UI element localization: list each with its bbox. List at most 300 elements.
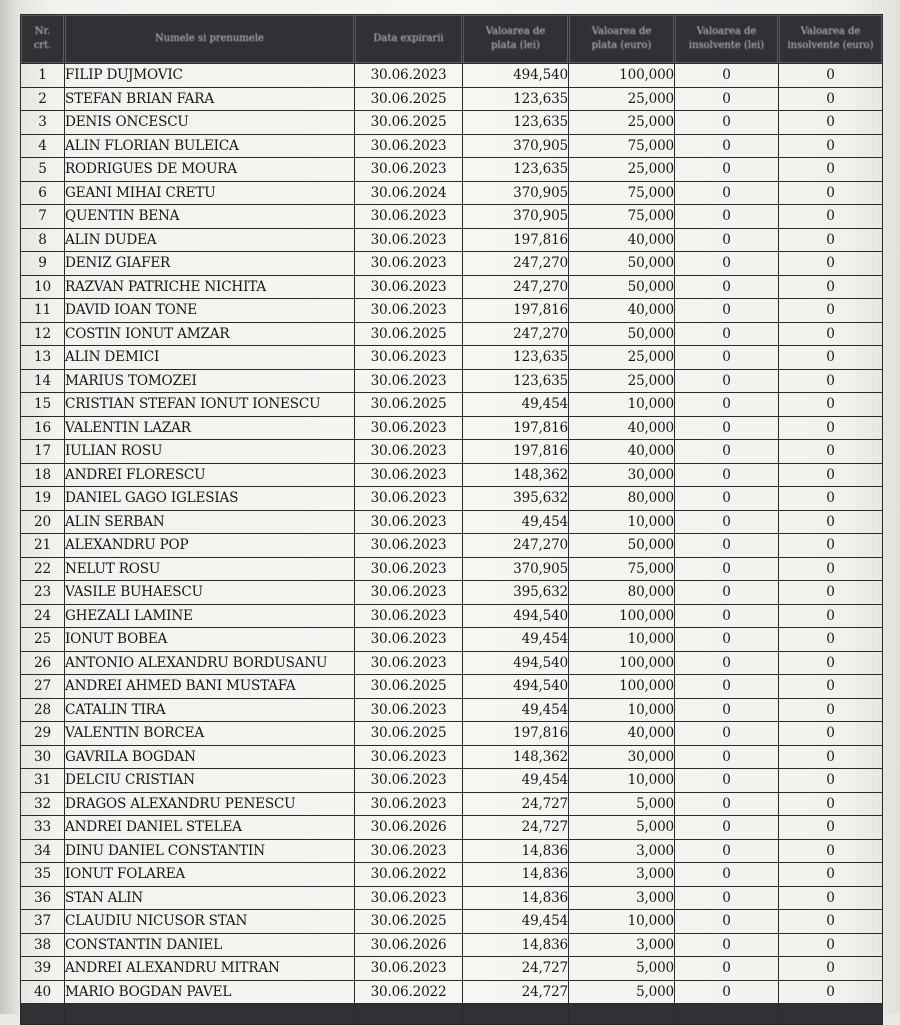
insolvency-euro: 0	[779, 769, 883, 793]
insolvency-lei: 0	[675, 510, 779, 534]
insolvency-lei: 0	[675, 181, 779, 205]
insolvency-euro: 0	[779, 275, 883, 299]
value-lei: 247,270	[463, 252, 569, 276]
expiry-date: 30.06.2025	[355, 910, 463, 934]
value-euro: 75,000	[569, 181, 675, 205]
footer-cell	[779, 1004, 883, 1025]
player-name: NELUT ROSU	[65, 557, 355, 581]
insolvency-lei: 0	[675, 816, 779, 840]
expiry-date: 30.06.2024	[355, 181, 463, 205]
table-row	[21, 651, 883, 675]
table-row	[21, 252, 883, 276]
insolvency-lei: 0	[675, 534, 779, 558]
value-euro: 3,000	[569, 839, 675, 863]
insolvency-euro: 0	[779, 134, 883, 158]
expiry-date: 30.06.2023	[355, 205, 463, 229]
row-number: 21	[21, 534, 65, 558]
value-euro: 10,000	[569, 510, 675, 534]
value-lei: 395,632	[463, 487, 569, 511]
player-name: QUENTIN BENA	[65, 205, 355, 229]
value-euro: 10,000	[569, 910, 675, 934]
insolvency-lei: 0	[675, 463, 779, 487]
row-number: 2	[21, 87, 65, 111]
player-name: IONUT BOBEA	[65, 628, 355, 652]
column-header-line2: insolvente (euro)	[787, 40, 874, 51]
table-row	[21, 957, 883, 981]
player-name: DAVID IOAN TONE	[65, 299, 355, 323]
value-euro: 10,000	[569, 628, 675, 652]
value-euro: 10,000	[569, 698, 675, 722]
player-name: ANDREI FLORESCU	[65, 463, 355, 487]
expiry-date: 30.06.2026	[355, 816, 463, 840]
insolvency-lei: 0	[675, 722, 779, 746]
value-lei: 123,635	[463, 87, 569, 111]
player-name: ALIN SERBAN	[65, 510, 355, 534]
row-number: 37	[21, 910, 65, 934]
player-name: VALENTIN LAZAR	[65, 416, 355, 440]
table-row	[21, 628, 883, 652]
table-row	[21, 581, 883, 605]
expiry-date: 30.06.2023	[355, 510, 463, 534]
player-name: ALIN FLORIAN BULEICA	[65, 134, 355, 158]
expiry-date: 30.06.2023	[355, 957, 463, 981]
player-name: VASILE BUHAESCU	[65, 581, 355, 605]
expiry-date: 30.06.2023	[355, 64, 463, 88]
footer-cell	[65, 1004, 355, 1025]
insolvency-euro: 0	[779, 205, 883, 229]
row-number: 40	[21, 980, 65, 1004]
column-header-line2: insolvente (lei)	[688, 40, 765, 51]
value-lei: 197,816	[463, 228, 569, 252]
player-name: ALIN DEMICI	[65, 346, 355, 370]
player-name: MARIO BOGDAN PAVEL	[65, 980, 355, 1004]
player-name: RODRIGUES DE MOURA	[65, 158, 355, 182]
expiry-date: 30.06.2023	[355, 557, 463, 581]
row-number: 38	[21, 933, 65, 957]
insolvency-lei: 0	[675, 252, 779, 276]
value-lei: 49,454	[463, 698, 569, 722]
insolvency-lei: 0	[675, 487, 779, 511]
expiry-date: 30.06.2023	[355, 134, 463, 158]
insolvency-lei: 0	[675, 698, 779, 722]
table-row	[21, 205, 883, 229]
value-euro: 5,000	[569, 792, 675, 816]
value-euro: 10,000	[569, 393, 675, 417]
player-name: GHEZALI LAMINE	[65, 604, 355, 628]
insolvency-lei: 0	[675, 933, 779, 957]
player-name: DELCIU CRISTIAN	[65, 769, 355, 793]
value-lei: 49,454	[463, 510, 569, 534]
value-lei: 24,727	[463, 957, 569, 981]
player-name: CONSTANTIN DANIEL	[65, 933, 355, 957]
expiry-date: 30.06.2025	[355, 322, 463, 346]
player-name: DENIS ONCESCU	[65, 111, 355, 135]
insolvency-lei: 0	[675, 980, 779, 1004]
value-lei: 24,727	[463, 980, 569, 1004]
insolvency-euro: 0	[779, 158, 883, 182]
insolvency-euro: 0	[779, 557, 883, 581]
column-header-line2: plata (lei)	[491, 40, 540, 51]
insolvency-euro: 0	[779, 87, 883, 111]
table-row	[21, 64, 883, 88]
column-header	[779, 15, 883, 64]
insolvency-lei: 0	[675, 228, 779, 252]
value-euro: 3,000	[569, 886, 675, 910]
table-row	[21, 769, 883, 793]
column-header-line1: Data expirarii	[373, 33, 444, 44]
insolvency-lei: 0	[675, 205, 779, 229]
column-header	[65, 15, 355, 64]
insolvency-euro: 0	[779, 416, 883, 440]
row-number: 15	[21, 393, 65, 417]
insolvency-euro: 0	[779, 487, 883, 511]
value-euro: 100,000	[569, 651, 675, 675]
player-name: DANIEL GAGO IGLESIAS	[65, 487, 355, 511]
row-number: 32	[21, 792, 65, 816]
insolvency-euro: 0	[779, 745, 883, 769]
player-name: DINU DANIEL CONSTANTIN	[65, 839, 355, 863]
expiry-date: 30.06.2023	[355, 792, 463, 816]
value-lei: 247,270	[463, 534, 569, 558]
table-row	[21, 698, 883, 722]
expiry-date: 30.06.2023	[355, 299, 463, 323]
table-row	[21, 675, 883, 699]
player-name: MARIUS TOMOZEI	[65, 369, 355, 393]
insolvency-lei: 0	[675, 769, 779, 793]
value-lei: 197,816	[463, 440, 569, 464]
value-euro: 75,000	[569, 205, 675, 229]
expiry-date: 30.06.2023	[355, 463, 463, 487]
row-number: 23	[21, 581, 65, 605]
value-lei: 494,540	[463, 675, 569, 699]
row-number: 3	[21, 111, 65, 135]
insolvency-euro: 0	[779, 463, 883, 487]
insolvency-euro: 0	[779, 64, 883, 88]
table-row	[21, 510, 883, 534]
value-euro: 100,000	[569, 64, 675, 88]
insolvency-lei: 0	[675, 651, 779, 675]
expiry-date: 30.06.2022	[355, 980, 463, 1004]
value-lei: 494,540	[463, 651, 569, 675]
insolvency-euro: 0	[779, 510, 883, 534]
expiry-date: 30.06.2023	[355, 534, 463, 558]
value-lei: 123,635	[463, 346, 569, 370]
insolvency-lei: 0	[675, 628, 779, 652]
expiry-date: 30.06.2023	[355, 416, 463, 440]
row-number: 20	[21, 510, 65, 534]
row-number: 10	[21, 275, 65, 299]
insolvency-euro: 0	[779, 863, 883, 887]
row-number: 16	[21, 416, 65, 440]
value-euro: 40,000	[569, 228, 675, 252]
insolvency-lei: 0	[675, 134, 779, 158]
value-lei: 123,635	[463, 111, 569, 135]
value-lei: 247,270	[463, 275, 569, 299]
value-euro: 40,000	[569, 416, 675, 440]
table-row	[21, 910, 883, 934]
row-number: 31	[21, 769, 65, 793]
expiry-date: 30.06.2023	[355, 769, 463, 793]
value-euro: 3,000	[569, 863, 675, 887]
expiry-date: 30.06.2023	[355, 651, 463, 675]
footer-cell	[21, 1004, 65, 1025]
value-euro: 5,000	[569, 816, 675, 840]
expiry-date: 30.06.2023	[355, 252, 463, 276]
table-row	[21, 299, 883, 323]
table-header	[21, 15, 883, 64]
value-lei: 14,836	[463, 839, 569, 863]
row-number: 14	[21, 369, 65, 393]
table-row	[21, 839, 883, 863]
row-number: 29	[21, 722, 65, 746]
insolvency-euro: 0	[779, 980, 883, 1004]
insolvency-lei: 0	[675, 604, 779, 628]
row-number: 35	[21, 863, 65, 887]
row-number: 5	[21, 158, 65, 182]
insolvency-lei: 0	[675, 87, 779, 111]
expiry-date: 30.06.2023	[355, 228, 463, 252]
value-euro: 25,000	[569, 369, 675, 393]
value-lei: 494,540	[463, 604, 569, 628]
value-lei: 49,454	[463, 910, 569, 934]
table-row	[21, 604, 883, 628]
expiry-date: 30.06.2023	[355, 604, 463, 628]
value-lei: 494,540	[463, 64, 569, 88]
value-lei: 370,905	[463, 205, 569, 229]
row-number: 6	[21, 181, 65, 205]
row-number: 1	[21, 64, 65, 88]
expiry-date: 30.06.2023	[355, 346, 463, 370]
expiry-date: 30.06.2023	[355, 369, 463, 393]
row-number: 27	[21, 675, 65, 699]
insolvency-lei: 0	[675, 863, 779, 887]
insolvency-euro: 0	[779, 839, 883, 863]
insolvency-euro: 0	[779, 604, 883, 628]
insolvency-euro: 0	[779, 886, 883, 910]
insolvency-lei: 0	[675, 839, 779, 863]
value-lei: 148,362	[463, 463, 569, 487]
insolvency-lei: 0	[675, 581, 779, 605]
table-row	[21, 369, 883, 393]
insolvency-lei: 0	[675, 393, 779, 417]
expiry-date: 30.06.2023	[355, 745, 463, 769]
row-number: 33	[21, 816, 65, 840]
column-header-line2: crt.	[33, 40, 52, 51]
player-name: COSTIN IONUT AMZAR	[65, 322, 355, 346]
row-number: 30	[21, 745, 65, 769]
column-header-line1: Numele si prenumele	[155, 33, 264, 44]
value-lei: 49,454	[463, 769, 569, 793]
player-name: ANDREI AHMED BANI MUSTAFA	[65, 675, 355, 699]
player-name: ANDREI ALEXANDRU MITRAN	[65, 957, 355, 981]
value-lei: 14,836	[463, 933, 569, 957]
insolvency-euro: 0	[779, 792, 883, 816]
insolvency-lei: 0	[675, 369, 779, 393]
player-name: STAN ALIN	[65, 886, 355, 910]
table-row	[21, 87, 883, 111]
insolvency-lei: 0	[675, 792, 779, 816]
expiry-date: 30.06.2023	[355, 581, 463, 605]
expiry-date: 30.06.2023	[355, 440, 463, 464]
table-row	[21, 933, 883, 957]
insolvency-euro: 0	[779, 675, 883, 699]
value-lei: 197,816	[463, 416, 569, 440]
insolvency-euro: 0	[779, 393, 883, 417]
player-name: ANDREI DANIEL STELEA	[65, 816, 355, 840]
value-euro: 25,000	[569, 158, 675, 182]
footer-cell	[355, 1004, 463, 1025]
value-euro: 40,000	[569, 722, 675, 746]
insolvency-lei: 0	[675, 64, 779, 88]
table-row	[21, 792, 883, 816]
column-header-line1: Valoarea de	[591, 26, 652, 37]
value-lei: 123,635	[463, 158, 569, 182]
table-row	[21, 745, 883, 769]
player-name: CRISTIAN STEFAN IONUT IONESCU	[65, 393, 355, 417]
value-lei: 370,905	[463, 557, 569, 581]
table-row	[21, 816, 883, 840]
insolvency-lei: 0	[675, 158, 779, 182]
insolvency-euro: 0	[779, 111, 883, 135]
insolvency-lei: 0	[675, 557, 779, 581]
column-header	[21, 15, 65, 64]
insolvency-euro: 0	[779, 816, 883, 840]
player-name: IONUT FOLAREA	[65, 863, 355, 887]
row-number: 28	[21, 698, 65, 722]
value-euro: 80,000	[569, 581, 675, 605]
value-lei: 24,727	[463, 792, 569, 816]
row-number: 18	[21, 463, 65, 487]
player-name: STEFAN BRIAN FARA	[65, 87, 355, 111]
insolvency-euro: 0	[779, 581, 883, 605]
table-row	[21, 346, 883, 370]
player-name: CATALIN TIRA	[65, 698, 355, 722]
row-number: 9	[21, 252, 65, 276]
value-euro: 30,000	[569, 463, 675, 487]
insolvency-lei: 0	[675, 910, 779, 934]
row-number: 12	[21, 322, 65, 346]
insolvency-euro: 0	[779, 228, 883, 252]
row-number: 13	[21, 346, 65, 370]
insolvency-lei: 0	[675, 416, 779, 440]
player-name: VALENTIN BORCEA	[65, 722, 355, 746]
table-row	[21, 134, 883, 158]
value-euro: 10,000	[569, 769, 675, 793]
row-number: 25	[21, 628, 65, 652]
footer-cell	[569, 1004, 675, 1025]
insolvency-euro: 0	[779, 722, 883, 746]
insolvency-euro: 0	[779, 628, 883, 652]
expiry-date: 30.06.2025	[355, 393, 463, 417]
value-euro: 40,000	[569, 440, 675, 464]
player-name: IULIAN ROSU	[65, 440, 355, 464]
page-edge-shadow	[0, 0, 18, 1014]
table-row	[21, 111, 883, 135]
value-euro: 25,000	[569, 346, 675, 370]
row-number: 26	[21, 651, 65, 675]
value-lei: 370,905	[463, 134, 569, 158]
column-header-line1: Nr.	[34, 26, 51, 37]
insolvency-lei: 0	[675, 957, 779, 981]
value-euro: 50,000	[569, 322, 675, 346]
insolvency-lei: 0	[675, 322, 779, 346]
expiry-date: 30.06.2025	[355, 675, 463, 699]
row-number: 11	[21, 299, 65, 323]
value-lei: 24,727	[463, 816, 569, 840]
player-name: DENIZ GIAFER	[65, 252, 355, 276]
insolvency-lei: 0	[675, 275, 779, 299]
value-euro: 75,000	[569, 134, 675, 158]
expiry-date: 30.06.2023	[355, 886, 463, 910]
value-euro: 25,000	[569, 111, 675, 135]
insolvency-euro: 0	[779, 299, 883, 323]
player-name: ANTONIO ALEXANDRU BORDUSANU	[65, 651, 355, 675]
expiry-date: 30.06.2025	[355, 111, 463, 135]
player-name: GAVRILA BOGDAN	[65, 745, 355, 769]
player-name: FILIP DUJMOVIC	[65, 64, 355, 88]
insolvency-lei: 0	[675, 346, 779, 370]
table-row	[21, 228, 883, 252]
player-name: GEANI MIHAI CRETU	[65, 181, 355, 205]
row-number: 24	[21, 604, 65, 628]
insolvency-euro: 0	[779, 440, 883, 464]
value-euro: 25,000	[569, 87, 675, 111]
value-euro: 100,000	[569, 675, 675, 699]
value-lei: 148,362	[463, 745, 569, 769]
expiry-date: 30.06.2023	[355, 698, 463, 722]
insolvency-euro: 0	[779, 181, 883, 205]
table-row	[21, 557, 883, 581]
header-row	[21, 15, 883, 64]
table-row	[21, 393, 883, 417]
footer-row	[21, 1004, 883, 1025]
insolvency-euro: 0	[779, 651, 883, 675]
footer-cell	[675, 1004, 779, 1025]
value-euro: 50,000	[569, 275, 675, 299]
insolvency-euro: 0	[779, 534, 883, 558]
table-footer	[21, 1004, 883, 1025]
player-name: RAZVAN PATRICHE NICHITA	[65, 275, 355, 299]
value-euro: 50,000	[569, 534, 675, 558]
table-row	[21, 463, 883, 487]
expiry-date: 30.06.2023	[355, 487, 463, 511]
value-lei: 49,454	[463, 393, 569, 417]
value-lei: 123,635	[463, 369, 569, 393]
insolvency-lei: 0	[675, 675, 779, 699]
table-row	[21, 886, 883, 910]
insolvency-euro: 0	[779, 322, 883, 346]
expiry-date: 30.06.2025	[355, 722, 463, 746]
value-lei: 395,632	[463, 581, 569, 605]
value-euro: 5,000	[569, 980, 675, 1004]
table-row	[21, 440, 883, 464]
table-row	[21, 487, 883, 511]
row-number: 19	[21, 487, 65, 511]
expiry-date: 30.06.2025	[355, 87, 463, 111]
table-row	[21, 722, 883, 746]
value-euro: 5,000	[569, 957, 675, 981]
insolvency-euro: 0	[779, 933, 883, 957]
value-euro: 3,000	[569, 933, 675, 957]
table-row	[21, 181, 883, 205]
players-contract-table	[20, 14, 883, 1025]
insolvency-euro: 0	[779, 910, 883, 934]
insolvency-lei: 0	[675, 440, 779, 464]
row-number: 8	[21, 228, 65, 252]
value-euro: 75,000	[569, 557, 675, 581]
row-number: 17	[21, 440, 65, 464]
value-lei: 14,836	[463, 863, 569, 887]
